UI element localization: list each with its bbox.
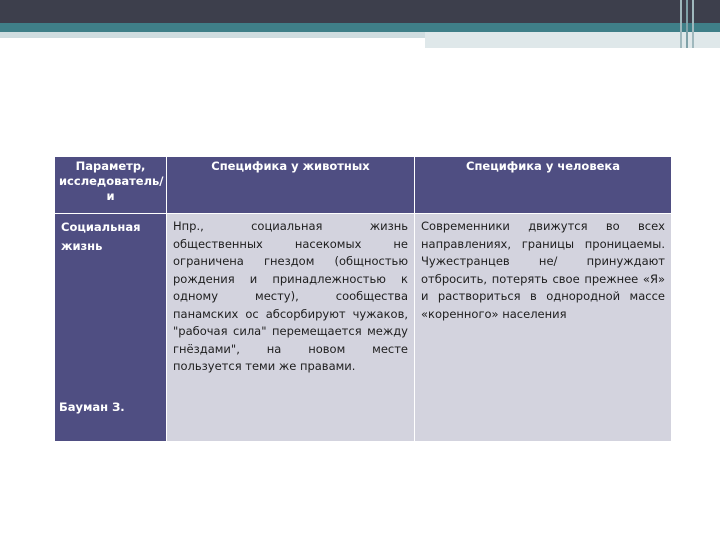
table-header-row (55, 157, 672, 214)
header-human: Специфика у человека (415, 157, 672, 214)
slide-light-band-right (425, 32, 720, 48)
decor-stripe (692, 0, 694, 48)
comparison-table (54, 156, 672, 442)
header-animals: Специфика у животных (167, 157, 415, 214)
human-cell: Современники движутся во всех направлениях, границы проницаемы. Чужестранцев не/ принуждают отбросить, потерять свое прежнее «Я» и раствориться в однородной массе «коренного» населения (415, 214, 672, 442)
table-row (55, 214, 672, 442)
parameter-name: Социальная жизнь (61, 220, 141, 253)
decor-stripe (686, 0, 688, 48)
slide-light-band (0, 32, 425, 38)
decor-stripe (680, 0, 682, 48)
slide-teal-band (0, 23, 720, 32)
parameter-author: Бауман З. (59, 400, 125, 414)
animals-cell: Нпр., социальная жизнь общественных насекомых не ограничена гнездом (общностью рождения и принадлежностью к одному месту), сообщества панамских ос абсорбируют чужаков, "рабочая сила" перемещается между гнёздами", на новом месте пользуется теми же правами. (167, 214, 415, 442)
slide-top-bar (0, 0, 720, 23)
header-parameter: Параметр, исследователь/и (55, 157, 167, 214)
parameter-cell (55, 214, 167, 442)
